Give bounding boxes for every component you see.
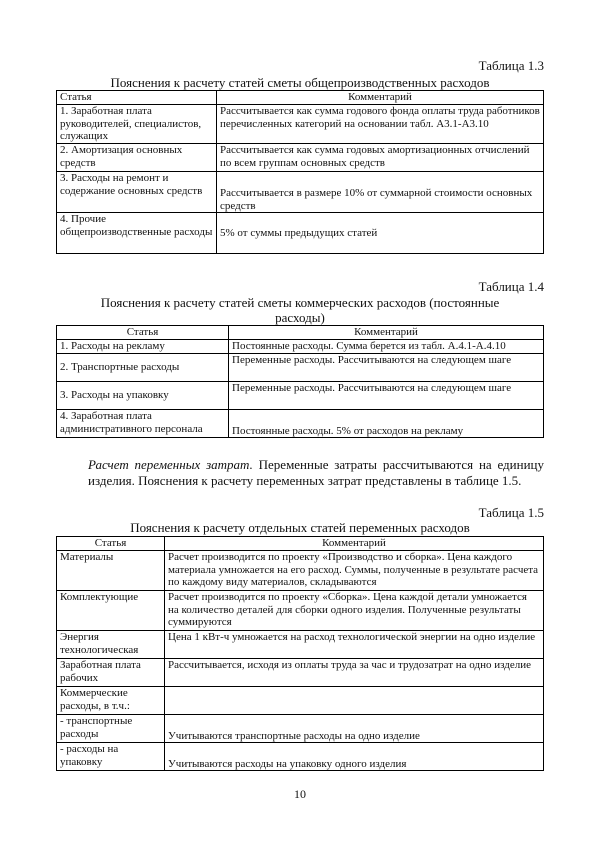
comment-cell: 5% от суммы предыдущих статей xyxy=(217,213,544,254)
comment-cell: Расчет производится по проекту «Производство и сборка». Цена каждого материала умножается на его расход. Суммы, полученные в результате расчета по каждому виду материалов, складываются xyxy=(165,551,544,591)
table-1-3-number: Таблица 1.3 xyxy=(478,58,544,73)
table-1-4 xyxy=(56,325,544,438)
paragraph-text: Переменные затраты рассчитываются на единицу изделия. Пояснения к расчету переменных затрат представлены в таблице 1.5. xyxy=(88,457,545,488)
comment-cell: Переменные расходы. Рассчитываются на следующем шаге xyxy=(229,382,544,410)
column-header-item: Статья xyxy=(57,537,165,551)
table-1-5-caption: Пояснения к расчету отдельных статей переменных расходов xyxy=(130,520,470,535)
comment-cell: Учитываются расходы на упаковку одного изделия xyxy=(165,743,544,771)
column-header-comment: Комментарий xyxy=(229,326,544,340)
item-cell: 4. Прочие общепроизводственные расходы xyxy=(57,213,217,254)
item-cell: Материалы xyxy=(57,551,165,591)
table-1-4-caption: Пояснения к расчету статей сметы коммерческих расходов (постоянные расходы) xyxy=(100,295,500,325)
column-header-item: Статья xyxy=(57,91,217,105)
table-row xyxy=(57,340,544,354)
table-row xyxy=(57,172,544,213)
table-1-3 xyxy=(56,90,544,254)
item-cell: Энергия технологическая xyxy=(57,631,165,659)
item-cell: Комплектующие xyxy=(57,591,165,631)
column-header-comment: Комментарий xyxy=(217,91,544,105)
column-header-comment: Комментарий xyxy=(165,537,544,551)
comment-cell: Рассчитывается, исходя из оплаты труда за час и трудозатрат на одно изделие xyxy=(165,659,544,687)
body-paragraph xyxy=(88,457,544,488)
table-row xyxy=(57,591,544,631)
table-row xyxy=(57,354,544,382)
table-row xyxy=(57,105,544,144)
comment-cell: Переменные расходы. Рассчитываются на следующем шаге xyxy=(229,354,544,382)
comment-cell: Рассчитывается в размере 10% от суммарной стоимости основных средств xyxy=(217,172,544,213)
table-row xyxy=(57,144,544,172)
table-row xyxy=(57,213,544,254)
table-1-5-number: Таблица 1.5 xyxy=(478,505,544,520)
item-cell: - транспортные расходы xyxy=(57,715,165,743)
comment-cell: Цена 1 кВт-ч умножается на расход технологической энергии на одно изделие xyxy=(165,631,544,659)
item-cell: 3. Расходы на ремонт и содержание основных средств xyxy=(57,172,217,213)
table-header-row xyxy=(57,326,544,340)
table-row xyxy=(57,410,544,438)
item-cell: 1. Заработная плата руководителей, специалистов, служащих xyxy=(57,105,217,144)
comment-cell xyxy=(165,687,544,715)
table-row xyxy=(57,715,544,743)
table-row xyxy=(57,631,544,659)
item-cell: Заработная плата рабочих xyxy=(57,659,165,687)
comment-cell: Постоянные расходы. 5% от расходов на рекламу xyxy=(229,410,544,438)
table-row xyxy=(57,382,544,410)
item-cell: 4. Заработная плата административного персонала xyxy=(57,410,229,438)
table-row xyxy=(57,743,544,771)
comment-cell: Постоянные расходы. Сумма берется из табл. А.4.1-А.4.10 xyxy=(229,340,544,354)
table-1-3-caption: Пояснения к расчету статей сметы общепроизводственных расходов xyxy=(110,75,490,90)
table-1-5 xyxy=(56,536,544,771)
table-row xyxy=(57,659,544,687)
item-cell: 2. Транспортные расходы xyxy=(57,354,229,382)
table-header-row xyxy=(57,91,544,105)
item-cell: Коммерческие расходы, в т.ч.: xyxy=(57,687,165,715)
comment-cell: Расчет производится по проекту «Сборка». Цена каждой детали умножается на количество деталей для сборки одного изделия. Полученные результаты суммируются xyxy=(165,591,544,631)
table-1-4-number: Таблица 1.4 xyxy=(478,279,544,294)
item-cell: - расходы на упаковку xyxy=(57,743,165,771)
column-header-item: Статья xyxy=(57,326,229,340)
page-number: 10 xyxy=(294,787,306,801)
item-cell: 3. Расходы на упаковку xyxy=(57,382,229,410)
comment-cell: Рассчитывается как сумма годового фонда оплаты труда работников перечисленных категорий на основании табл. А3.1-А3.10 xyxy=(217,105,544,144)
comment-cell: Учитываются транспортные расходы на одно изделие xyxy=(165,715,544,743)
table-row xyxy=(57,687,544,715)
paragraph-italic-lead: Расчет переменных затрат. xyxy=(88,457,253,472)
item-cell: 2. Амортизация основных средств xyxy=(57,144,217,172)
table-header-row xyxy=(57,537,544,551)
table-row xyxy=(57,551,544,591)
comment-cell: Рассчитывается как сумма годовых амортизационных отчислений по всем группам основных средств xyxy=(217,144,544,172)
item-cell: 1. Расходы на рекламу xyxy=(57,340,229,354)
